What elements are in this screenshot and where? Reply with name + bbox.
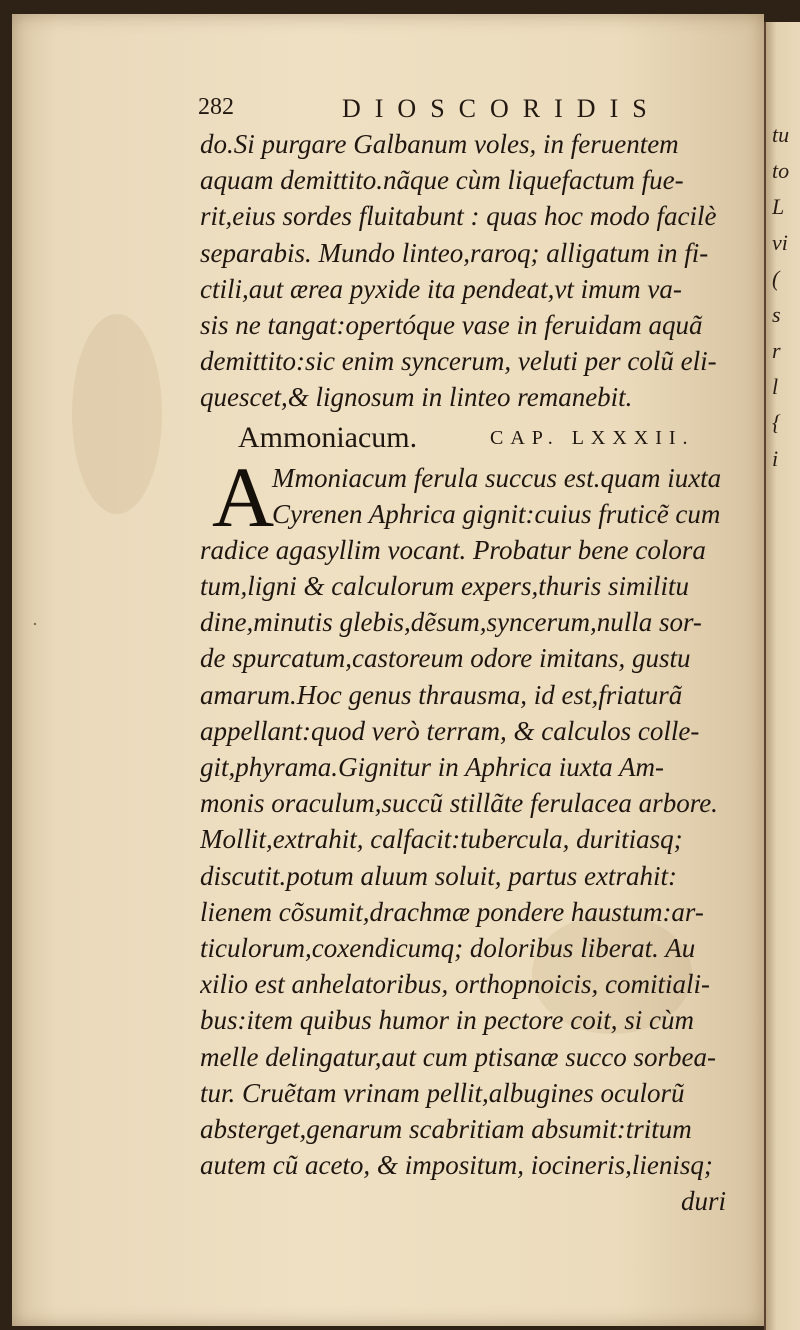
chapter-number: CAP. LXXXII.	[490, 426, 695, 449]
text-line: ctili,aut ærea pyxide ita pendeat,vt imum va-	[200, 273, 682, 304]
chapter-title: Ammoniacum.	[238, 420, 418, 454]
text-line: demittito:sic enim syncerum, veluti per colũ eli-	[200, 346, 717, 377]
facing-page-fragment: tu	[772, 122, 790, 147]
text-line: lienem cõsumit,drachmæ pondere haustum:ar-	[200, 896, 704, 927]
text-line: Cyrenen Aphrica gignit:cuius fruticẽ cum	[272, 498, 721, 529]
text-line: dine,minutis glebis,dẽsum,syncerum,nulla sor-	[200, 607, 702, 638]
facing-page-fragment: {	[772, 410, 781, 435]
text-line: tur. Cruẽtam vrinam pellit,albugines oculorũ	[200, 1077, 685, 1108]
drop-cap: A	[212, 448, 275, 545]
page-number: 282	[198, 94, 234, 120]
facing-page-fragment: s	[772, 302, 781, 327]
text-line: discutit.potum aluum soluit, partus extrahit:	[200, 860, 677, 891]
text-block	[200, 126, 760, 1219]
text-line: absterget,genarum scabritiam absumit:tritum	[200, 1113, 692, 1144]
text-line: ticulorum,coxendicumq; doloribus liberat. Au	[200, 932, 696, 963]
margin-mark: ·	[32, 614, 38, 634]
text-line: de spurcatum,castoreum odore imitans, gustu	[200, 643, 691, 674]
paragraph-galbanum	[200, 126, 760, 416]
text-line: rit,eius sordes fluitabunt : quas hoc modo facilè	[200, 201, 717, 232]
facing-page-fragment: r	[772, 338, 781, 363]
text-line: Mmoniacum ferula succus est.quam iuxta	[272, 462, 722, 493]
text-line: bus:item quibus humor in pectore coit, si cùm	[200, 1005, 694, 1036]
text-line: aquam demittito.nãque cùm liquefactum fue-	[200, 165, 684, 196]
facing-page-fragment: (	[772, 266, 780, 291]
running-head: DIOSCORIDIS	[342, 94, 661, 123]
text-line: do.Si purgare Galbanum voles, in feruentem	[200, 129, 679, 159]
facing-page-fragment: i	[772, 446, 779, 471]
facing-page-fragment: vi	[772, 230, 788, 255]
facing-page-fragment: l	[772, 374, 779, 399]
chapter-heading	[200, 416, 760, 460]
text-line: melle delingatur,aut cum ptisanæ succo sorbea-	[200, 1041, 716, 1072]
text-line: separabis. Mundo linteo,raroq; alligatum in fi-	[200, 237, 709, 268]
text-line: git,phyrama.Gignitur in Aphrica iuxta Am-	[200, 752, 664, 782]
facing-page-fragment: L	[772, 194, 785, 219]
facing-page-fragment: to	[772, 158, 790, 183]
facing-page-edge	[764, 22, 800, 1330]
catchword: duri	[680, 1186, 726, 1217]
text-line: Mollit,extrahit, calfacit:tubercula, duritiasq;	[200, 824, 683, 855]
chapter-opening	[200, 448, 760, 545]
paper-stain	[72, 314, 162, 514]
text-line: radice agasyllim vocant. Probatur bene colora	[200, 534, 706, 565]
paragraph-ammoniacum	[200, 532, 760, 1183]
text-line: quescet,& lignosum in linteo remanebit.	[200, 382, 633, 413]
text-line: appellant:quod verò terram, & calculos colle-	[200, 715, 700, 746]
text-line: xilio est anhelatoribus, orthopnoicis, comitiali-	[200, 969, 710, 1000]
text-line: amarum.Hoc genus thrausma, id est,friaturã	[200, 679, 683, 710]
text-line: monis oraculum,succũ stillãte ferulacea arbore.	[200, 788, 718, 819]
text-line: sis ne tangat:opertóque vase in feruidam aquã	[200, 309, 703, 340]
text-line: tum,ligni & calculorum expers,thuris similitu	[200, 571, 689, 602]
text-line: autem cũ aceto, & impositum, iocineris,lienisq;	[200, 1150, 713, 1181]
